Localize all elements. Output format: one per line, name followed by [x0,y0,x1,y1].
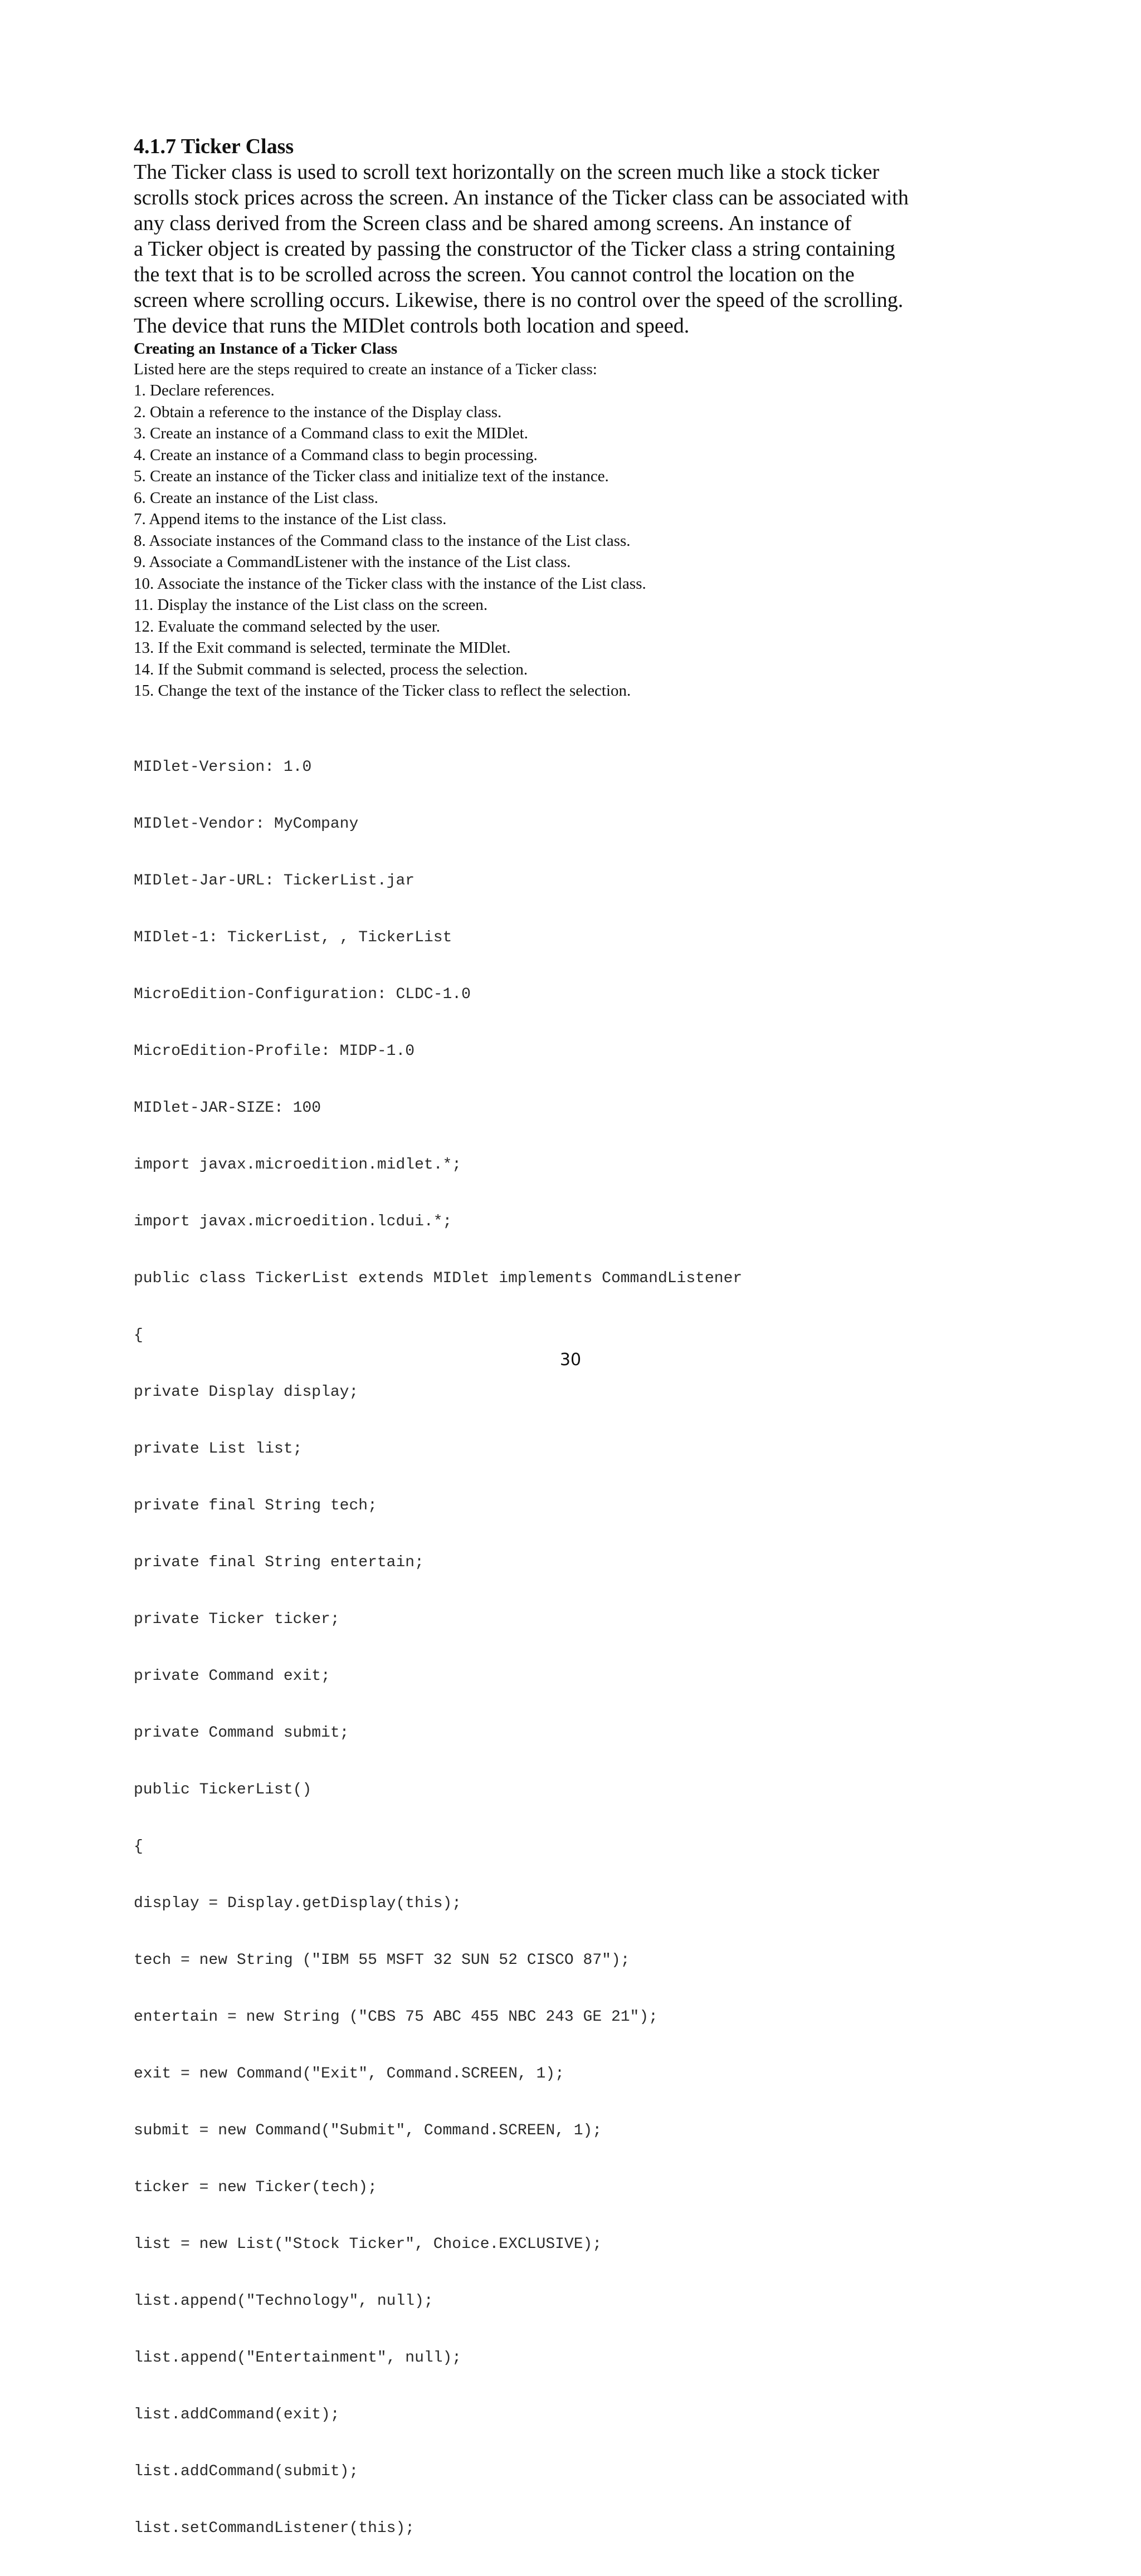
step-item: 3. Create an instance of a Command class to exit the MIDlet. [134,424,528,442]
step-item: 14. If the Submit command is selected, process the selection. [134,660,528,678]
code-line: ticker = new Ticker(tech); [134,2178,377,2196]
code-listing [134,720,1025,2576]
step-item: 8. Associate instances of the Command class to the instance of the List class. [134,531,631,550]
code-line: list.setCommandListener(this); [134,2519,415,2537]
step-item: 5. Create an instance of the Ticker class and initialize text of the instance. [134,467,609,485]
step-item: 1. Declare references. [134,382,275,399]
code-line: submit = new Command("Submit", Command.SCREEN, 1); [134,2122,602,2139]
code-line: MicroEdition-Configuration: CLDC-1.0 [134,985,471,1003]
code-line: private Command submit; [134,1724,349,1742]
step-item: 11. Display the instance of the List class on the screen. [134,596,488,614]
code-line: { [134,1837,143,1855]
step-item: 12. Evaluate the command selected by the user. [134,617,441,636]
step-item: 15. Change the text of the instance of the Ticker class to reflect the selection. [134,682,631,700]
code-line: MIDlet-JAR-SIZE: 100 [134,1099,321,1117]
step-item: 2. Obtain a reference to the instance of the Display class. [134,403,502,421]
code-line: private Display display; [134,1383,359,1401]
code-line: import javax.microedition.midlet.*; [134,1156,462,1174]
code-line: list.addCommand(submit); [134,2462,359,2480]
code-line: private List list; [134,1440,303,1458]
intro-line: a Ticker object is created by passing the constructor of the Ticker class a string containing [134,237,895,261]
code-line: tech = new String ("IBM 55 MSFT 32 SUN 52 CISCO 87"); [134,1951,630,1969]
subsection-heading: Creating an Instance of a Ticker Class [134,340,398,358]
code-line: MIDlet-Vendor: MyCompany [134,815,359,833]
code-line: list.append("Technology", null); [134,2292,433,2310]
step-item: 4. Create an instance of a Command class to begin processing. [134,446,538,464]
code-line: { [134,1326,143,1344]
code-line: public class TickerList extends MIDlet implements CommandListener [134,1269,743,1287]
code-line: private Command exit; [134,1667,330,1685]
page-number: 30 [559,1350,582,1370]
code-line: private Ticker ticker; [134,1610,340,1628]
code-line: list.append("Entertainment", null); [134,2349,462,2367]
code-line: private final String entertain; [134,1553,424,1571]
intro-line: scrolls stock prices across the screen. An instance of the Ticker class can be associated with [134,186,909,209]
code-line: list = new List("Stock Ticker", Choice.EXCLUSIVE); [134,2235,602,2253]
step-item: 9. Associate a CommandListener with the instance of the List class. [134,553,571,571]
code-line: MIDlet-Jar-URL: TickerList.jar [134,872,415,889]
code-line: list.addCommand(exit); [134,2406,340,2423]
step-item: 6. Create an instance of the List class. [134,488,378,507]
code-line: entertain = new String ("CBS 75 ABC 455 NBC 243 GE 21"); [134,2008,658,2026]
section-heading: 4.1.7 Ticker Class [134,135,294,158]
code-line: MIDlet-1: TickerList, , TickerList [134,928,452,946]
code-line: public TickerList() [134,1781,312,1798]
intro-line: screen where scrolling occurs. Likewise, there is no control over the speed of the scrolling. [134,289,904,312]
code-line: MicroEdition-Profile: MIDP-1.0 [134,1042,415,1060]
code-line: import javax.microedition.lcdui.*; [134,1213,452,1230]
code-line: display = Display.getDisplay(this); [134,1894,462,1912]
code-line: exit = new Command("Exit", Command.SCREEN, 1); [134,2065,564,2083]
intro-line: the text that is to be scrolled across the screen. You cannot control the location on the [134,263,855,286]
intro-paragraph [134,159,1025,339]
code-line: MIDlet-Version: 1.0 [134,758,312,776]
step-item: 10. Associate the instance of the Ticker class with the instance of the List class. [134,574,646,593]
intro-line: The Ticker class is used to scroll text horizontally on the screen much like a stock ticker [134,160,880,184]
intro-line: The device that runs the MIDlet controls both location and speed. [134,314,690,338]
intro-line: any class derived from the Screen class and be shared among screens. An instance of [134,212,852,235]
step-item: 13. If the Exit command is selected, terminate the MIDlet. [134,639,511,657]
step-item: 7. Append items to the instance of the List class. [134,510,447,528]
steps-list [134,380,1025,702]
code-line: private final String tech; [134,1497,377,1514]
steps-lead: Listed here are the steps required to create an instance of a Ticker class: [134,360,597,378]
